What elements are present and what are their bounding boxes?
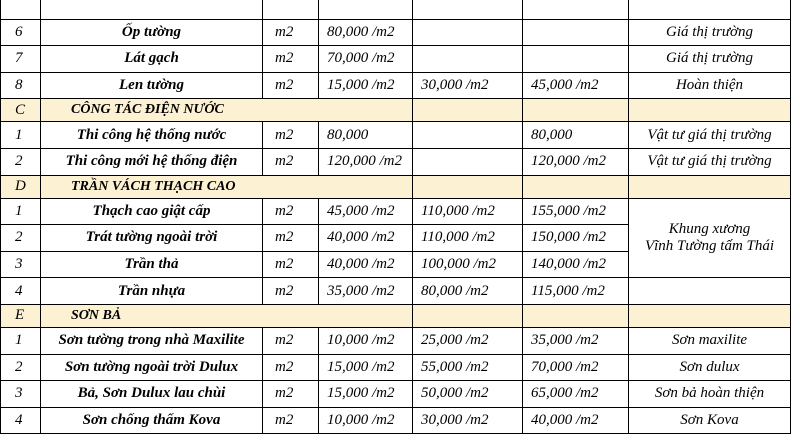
material-price: 30,000 /m2	[413, 407, 523, 434]
material-price: 50,000 /m2	[413, 381, 523, 408]
empty-cell	[523, 99, 629, 122]
note-cell: Vật tư giá thị trường	[629, 148, 791, 175]
material-price	[413, 0, 523, 19]
table-row	[1, 278, 791, 305]
labor-price	[319, 0, 413, 19]
empty-cell	[629, 175, 791, 198]
total-price: 150,000 /m2	[523, 225, 629, 252]
total-price: 140,000 /m2	[523, 251, 629, 278]
table-row	[1, 0, 791, 19]
material-price: 55,000 /m2	[413, 354, 523, 381]
table-row	[1, 46, 791, 73]
row-number: 1	[1, 327, 41, 354]
row-number: 4	[1, 278, 41, 305]
table-row	[1, 381, 791, 408]
total-price: 155,000 /m2	[523, 198, 629, 225]
item-name: Lát gạch	[41, 46, 263, 73]
unit-cell: m2	[263, 407, 319, 434]
material-price: 80,000 /m2	[413, 278, 523, 305]
material-price: 110,000 /m2	[413, 225, 523, 252]
labor-price: 15,000 /m2	[319, 72, 413, 99]
note-cell: Sơn dulux	[629, 354, 791, 381]
unit-cell: m2	[263, 354, 319, 381]
item-name: Trần nhựa	[41, 278, 263, 305]
total-price: 65,000 /m2	[523, 381, 629, 408]
item-name	[41, 0, 263, 19]
labor-price: 70,000 /m2	[319, 46, 413, 73]
total-price: 40,000 /m2	[523, 407, 629, 434]
note-cell: Giá thị trường	[629, 19, 791, 46]
total-price: 120,000 /m2	[523, 148, 629, 175]
item-name: Sơn tường trong nhà Maxilite	[41, 327, 263, 354]
material-price: 25,000 /m2	[413, 327, 523, 354]
labor-price: 15,000 /m2	[319, 381, 413, 408]
total-price: 80,000	[523, 122, 629, 149]
row-number	[1, 0, 41, 19]
section-title: SƠN BẢ	[41, 304, 413, 327]
labor-price: 10,000 /m2	[319, 407, 413, 434]
note-cell	[629, 0, 791, 19]
item-name: Thi công mới hệ thống điện	[41, 148, 263, 175]
section-row	[1, 175, 791, 198]
row-number: 2	[1, 225, 41, 252]
unit-cell: m2	[263, 72, 319, 99]
table-row	[1, 122, 791, 149]
item-name: Thạch cao giật cấp	[41, 198, 263, 225]
note-cell	[629, 198, 791, 278]
unit-cell: m2	[263, 122, 319, 149]
empty-cell	[629, 304, 791, 327]
unit-cell: m2	[263, 46, 319, 73]
material-price: 110,000 /m2	[413, 198, 523, 225]
unit-cell: m2	[263, 148, 319, 175]
row-number: 2	[1, 148, 41, 175]
row-number: 1	[1, 198, 41, 225]
table-row	[1, 354, 791, 381]
material-price	[413, 19, 523, 46]
section-title: CÔNG TÁC ĐIỆN NƯỚC	[41, 99, 413, 122]
labor-price: 40,000 /m2	[319, 225, 413, 252]
note-cell: Hoàn thiện	[629, 72, 791, 99]
total-price	[523, 19, 629, 46]
total-price: 115,000 /m2	[523, 278, 629, 305]
material-price	[413, 148, 523, 175]
unit-cell: m2	[263, 19, 319, 46]
total-price	[523, 0, 629, 19]
section-row	[1, 304, 791, 327]
labor-price: 120,000 /m2	[319, 148, 413, 175]
unit-cell: m2	[263, 225, 319, 252]
note-cell: Sơn bả hoàn thiện	[629, 381, 791, 408]
note-cell: Vật tư giá thị trường	[629, 122, 791, 149]
item-name: Ốp tường	[41, 19, 263, 46]
item-name: Sơn tường ngoài trời Dulux	[41, 354, 263, 381]
table-row	[1, 148, 791, 175]
table-row	[1, 327, 791, 354]
section-code: C	[1, 99, 41, 122]
labor-price: 40,000 /m2	[319, 251, 413, 278]
empty-cell	[629, 99, 791, 122]
note-cell: Giá thị trường	[629, 46, 791, 73]
material-price: 30,000 /m2	[413, 72, 523, 99]
item-name: Sơn chống thấm Kova	[41, 407, 263, 434]
material-price: 100,000 /m2	[413, 251, 523, 278]
unit-cell: m2	[263, 278, 319, 305]
labor-price: 80,000	[319, 122, 413, 149]
note-cell: Sơn maxilite	[629, 327, 791, 354]
table-row	[1, 19, 791, 46]
row-number: 3	[1, 381, 41, 408]
empty-cell	[523, 175, 629, 198]
labor-price: 80,000 /m2	[319, 19, 413, 46]
table-row	[1, 407, 791, 434]
empty-cell	[413, 99, 523, 122]
section-row	[1, 99, 791, 122]
item-name: Bả, Sơn Dulux lau chùi	[41, 381, 263, 408]
row-number: 6	[1, 19, 41, 46]
row-number: 2	[1, 354, 41, 381]
note-cell: Sơn Kova	[629, 407, 791, 434]
total-price: 35,000 /m2	[523, 327, 629, 354]
table-row	[1, 198, 791, 225]
labor-price: 35,000 /m2	[319, 278, 413, 305]
labor-price: 10,000 /m2	[319, 327, 413, 354]
item-name: Trần thả	[41, 251, 263, 278]
item-name: Thi công hệ thống nước	[41, 122, 263, 149]
note-line: Khung xương	[668, 220, 751, 237]
empty-cell	[523, 304, 629, 327]
row-number: 8	[1, 72, 41, 99]
unit-cell: m2	[263, 327, 319, 354]
total-price	[523, 46, 629, 73]
unit-cell: m2	[263, 251, 319, 278]
labor-price: 15,000 /m2	[319, 354, 413, 381]
unit-cell	[263, 0, 319, 19]
item-name: Len tường	[41, 72, 263, 99]
note-line: Vĩnh Tường tấm Thái	[644, 237, 775, 254]
unit-cell: m2	[263, 198, 319, 225]
row-number: 3	[1, 251, 41, 278]
row-number: 4	[1, 407, 41, 434]
empty-cell	[413, 175, 523, 198]
total-price: 70,000 /m2	[523, 354, 629, 381]
empty-cell	[413, 304, 523, 327]
material-price	[413, 122, 523, 149]
section-title: TRẦN VÁCH THẠCH CAO	[41, 175, 413, 198]
note-cell	[629, 278, 791, 305]
table-row	[1, 72, 791, 99]
total-price: 45,000 /m2	[523, 72, 629, 99]
item-name: Trát tường ngoài trời	[41, 225, 263, 252]
row-number: 1	[1, 122, 41, 149]
material-price	[413, 46, 523, 73]
labor-price: 45,000 /m2	[319, 198, 413, 225]
section-code: E	[1, 304, 41, 327]
row-number: 7	[1, 46, 41, 73]
section-code: D	[1, 175, 41, 198]
unit-cell: m2	[263, 381, 319, 408]
